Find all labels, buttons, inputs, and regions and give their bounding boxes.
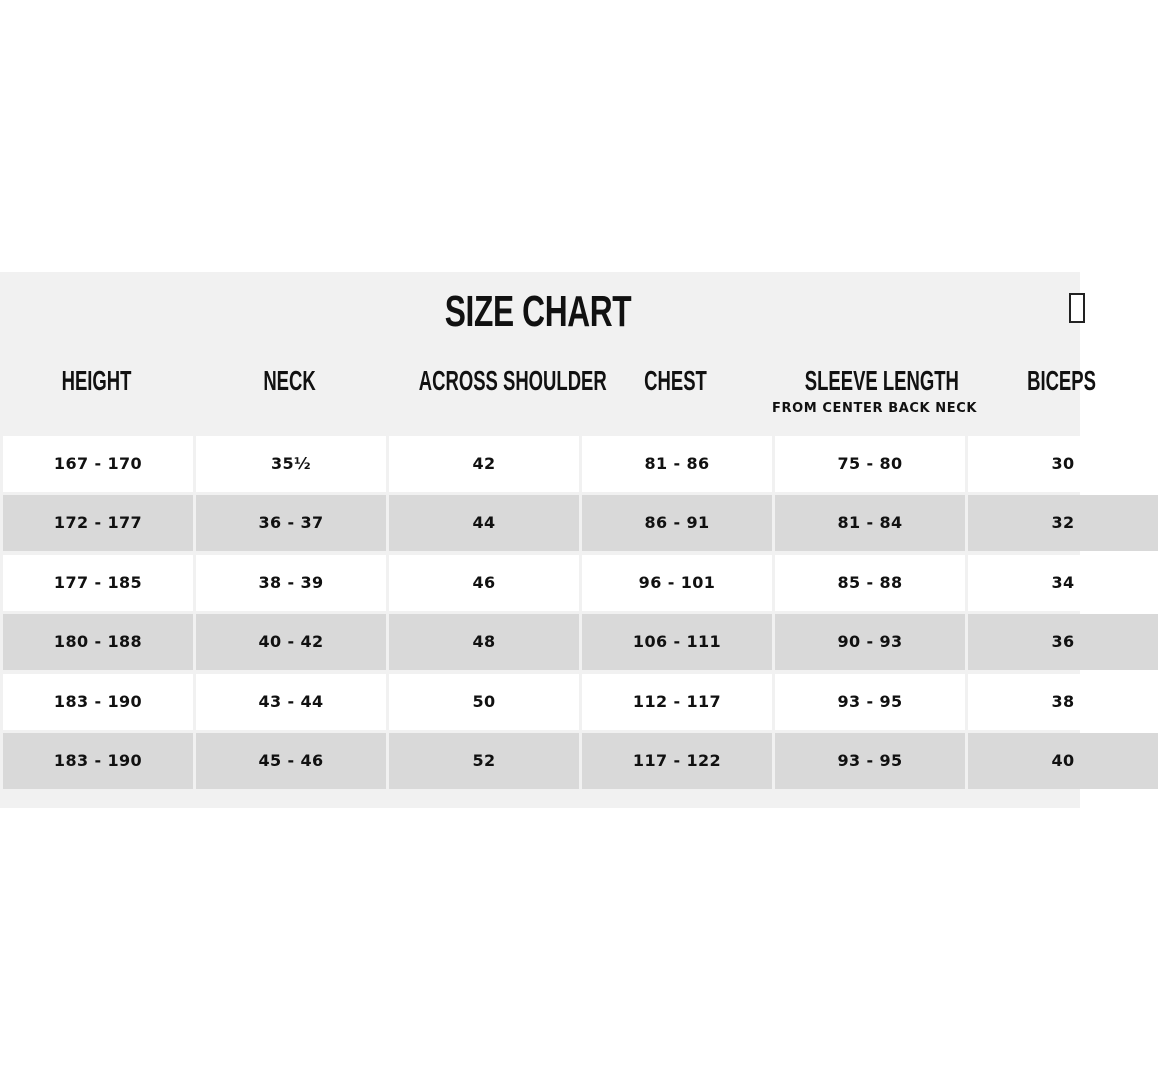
column-header-biceps: [965, 364, 1158, 398]
table-cell: 177 - 185: [3, 555, 193, 611]
column-sublabel: FROM CENTER BACK NECK: [772, 401, 978, 416]
table-row: [3, 674, 1093, 730]
table-cell: 30: [968, 436, 1158, 492]
table-cell: 32: [968, 495, 1158, 551]
table-cell: 38 - 39: [196, 555, 386, 611]
table-cell: 52: [389, 733, 579, 789]
table-cell: 180 - 188: [3, 614, 193, 670]
table-cell: 93 - 95: [775, 674, 965, 730]
column-label: CHEST: [644, 365, 707, 396]
column-header-across-shoulder: [386, 364, 607, 398]
table-cell: 85 - 88: [775, 555, 965, 611]
table-cell: 36: [968, 614, 1158, 670]
table-cell: 106 - 111: [582, 614, 772, 670]
table-cell: 46: [389, 555, 579, 611]
table-cell: 81 - 84: [775, 495, 965, 551]
table-cell: 172 - 177: [3, 495, 193, 551]
table-cell: 40: [968, 733, 1158, 789]
table-cell: 96 - 101: [582, 555, 772, 611]
column-label: BICEPS: [1027, 365, 1096, 396]
table-cell: 43 - 44: [196, 674, 386, 730]
column-header-sleeve-length: [772, 364, 978, 416]
expand-icon[interactable]: [1069, 293, 1085, 323]
table-cell: 38: [968, 674, 1158, 730]
column-header-neck: [193, 364, 386, 398]
table-cell: 40 - 42: [196, 614, 386, 670]
table-cell: 44: [389, 495, 579, 551]
table-cell: 90 - 93: [775, 614, 965, 670]
column-header-chest: [579, 364, 772, 398]
column-label: HEIGHT: [61, 365, 132, 396]
table-row: [3, 436, 1093, 492]
table-cell: 183 - 190: [3, 733, 193, 789]
table-cell: 36 - 37: [196, 495, 386, 551]
column-header-height: [0, 364, 193, 398]
table-cell: 34: [968, 555, 1158, 611]
table-cell: 35½: [196, 436, 386, 492]
table-cell: 167 - 170: [3, 436, 193, 492]
table-cell: 117 - 122: [582, 733, 772, 789]
table-cell: 75 - 80: [775, 436, 965, 492]
table-row: [3, 733, 1093, 789]
table-cell: 42: [389, 436, 579, 492]
table-cell: 50: [389, 674, 579, 730]
table-cell: 183 - 190: [3, 674, 193, 730]
table-cell: 45 - 46: [196, 733, 386, 789]
table-row: [3, 495, 1093, 551]
column-label: ACROSS SHOULDER: [418, 365, 607, 396]
header-row: [0, 364, 1096, 426]
column-label: NECK: [263, 365, 316, 396]
table-cell: 93 - 95: [775, 733, 965, 789]
table-cell: 112 - 117: [582, 674, 772, 730]
column-label: SLEEVE LENGTH: [804, 365, 959, 396]
table-cell: 48: [389, 614, 579, 670]
size-chart-panel: [0, 272, 1096, 808]
table-row: [3, 555, 1093, 611]
table-cell: 81 - 86: [582, 436, 772, 492]
size-chart-title: SIZE CHART: [444, 287, 632, 336]
table-cell: 86 - 91: [582, 495, 772, 551]
table-row: [3, 614, 1093, 670]
